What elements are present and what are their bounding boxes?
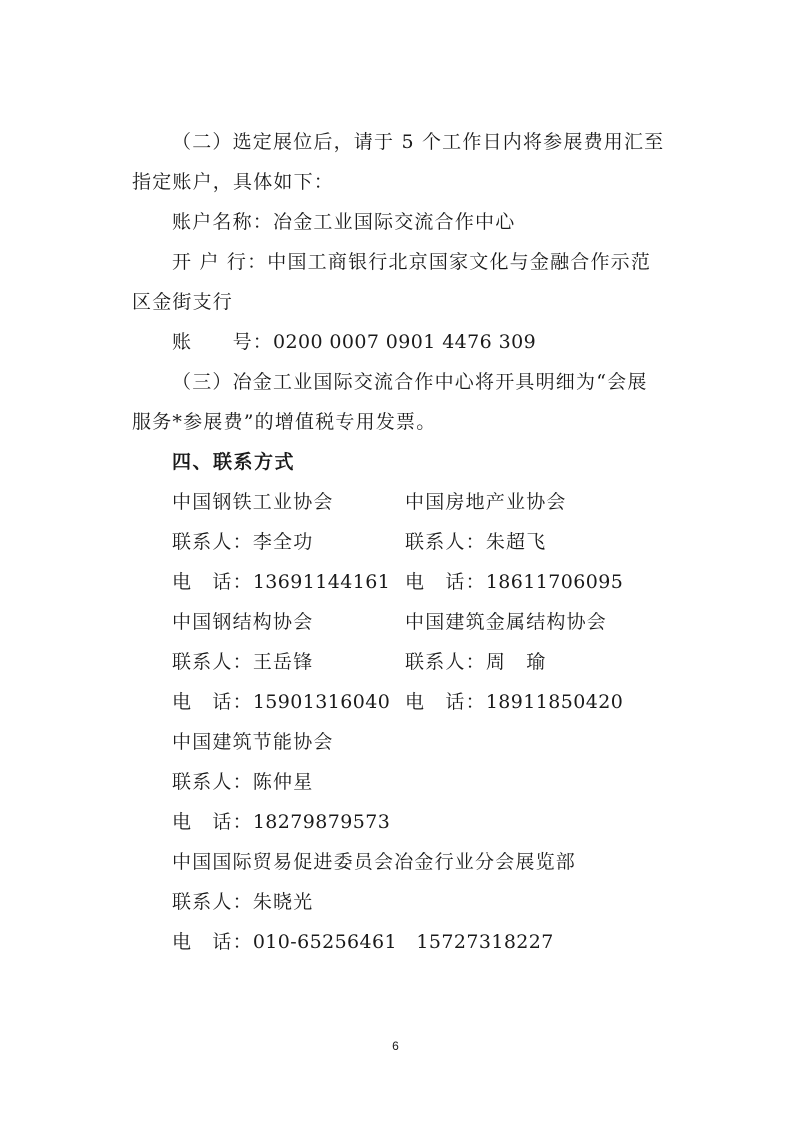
account-number-line: [172, 328, 536, 356]
contact-person-line: [405, 648, 546, 676]
contact-person: 周 瑜: [485, 651, 547, 673]
page-number: 6: [392, 1039, 399, 1053]
contact-label: 联系人：: [172, 771, 253, 793]
bank-value-line-1: 中国工商银行北京国家文化与金融合作示范: [267, 251, 652, 273]
contact-person-line: [405, 528, 546, 556]
phone-line: [172, 568, 390, 596]
contact-label: 联系人：: [172, 891, 253, 913]
phone-line: [172, 928, 554, 956]
contacts-heading: 四、联系方式: [172, 451, 296, 473]
phone-label: 电 话：: [172, 571, 253, 593]
contact-person: 陈仲星: [252, 771, 314, 793]
paragraph-2-line-1: （二）选定展位后，请于 5 个工作日内将参展费用汇至: [172, 131, 665, 153]
phone-number: 010-65256461 15727318227: [252, 931, 554, 953]
contact-label: 联系人：: [405, 531, 486, 553]
phone-number: 18911850420: [485, 691, 624, 713]
paragraph-3-line-1: （三）冶金工业国际交流合作中心将开具明细为“会展: [172, 371, 648, 393]
account-name-value: 冶金工业国际交流合作中心: [273, 211, 516, 233]
org-name: 中国建筑节能协会: [172, 731, 334, 753]
phone-number: 18279879573: [252, 811, 391, 833]
org-name: 中国钢铁工业协会: [172, 491, 334, 513]
org-name: 中国国际贸易促进委员会冶金行业分会展览部: [172, 851, 577, 873]
account-name-label: 账户名称：: [172, 211, 274, 233]
phone-line: [405, 568, 623, 596]
phone-label: 电 话：: [172, 691, 253, 713]
phone-line: [172, 688, 390, 716]
phone-number: 13691144161: [252, 571, 391, 593]
contact-label: 联系人：: [405, 651, 486, 673]
contact-person-line: [172, 768, 313, 796]
account-number-value: 0200 0007 0901 4476 309: [273, 331, 537, 353]
paragraph-3-line-2: 服务*参展费”的增值税专用发票。: [132, 411, 437, 433]
org-name: 中国房地产业协会: [405, 491, 567, 513]
phone-line: [405, 688, 623, 716]
bank-label: 开 户 行：: [172, 251, 268, 273]
account-number-label: 账 号：: [172, 331, 274, 353]
contact-label: 联系人：: [172, 531, 253, 553]
contact-person: 朱晓光: [252, 891, 314, 913]
phone-number: 15901316040: [252, 691, 391, 713]
contact-person-line: [172, 648, 313, 676]
contact-person-line: [172, 888, 313, 916]
bank-value-line-2: 区金街支行: [132, 291, 234, 313]
phone-number: 18611706095: [485, 571, 624, 593]
contact-person: 王岳锋: [252, 651, 314, 673]
phone-label: 电 话：: [405, 571, 486, 593]
paragraph-2-line-2: 指定账户，具体如下：: [132, 171, 335, 193]
contact-person: 李全功: [252, 531, 314, 553]
account-name-line: [172, 208, 515, 236]
contact-label: 联系人：: [172, 651, 253, 673]
bank-line: [172, 248, 651, 276]
contact-person: 朱超飞: [485, 531, 547, 553]
phone-label: 电 话：: [405, 691, 486, 713]
phone-label: 电 话：: [172, 931, 253, 953]
contact-person-line: [172, 528, 313, 556]
phone-line: [172, 808, 390, 836]
org-name: 中国钢结构协会: [172, 611, 314, 633]
phone-label: 电 话：: [172, 811, 253, 833]
org-name: 中国建筑金属结构协会: [405, 611, 608, 633]
